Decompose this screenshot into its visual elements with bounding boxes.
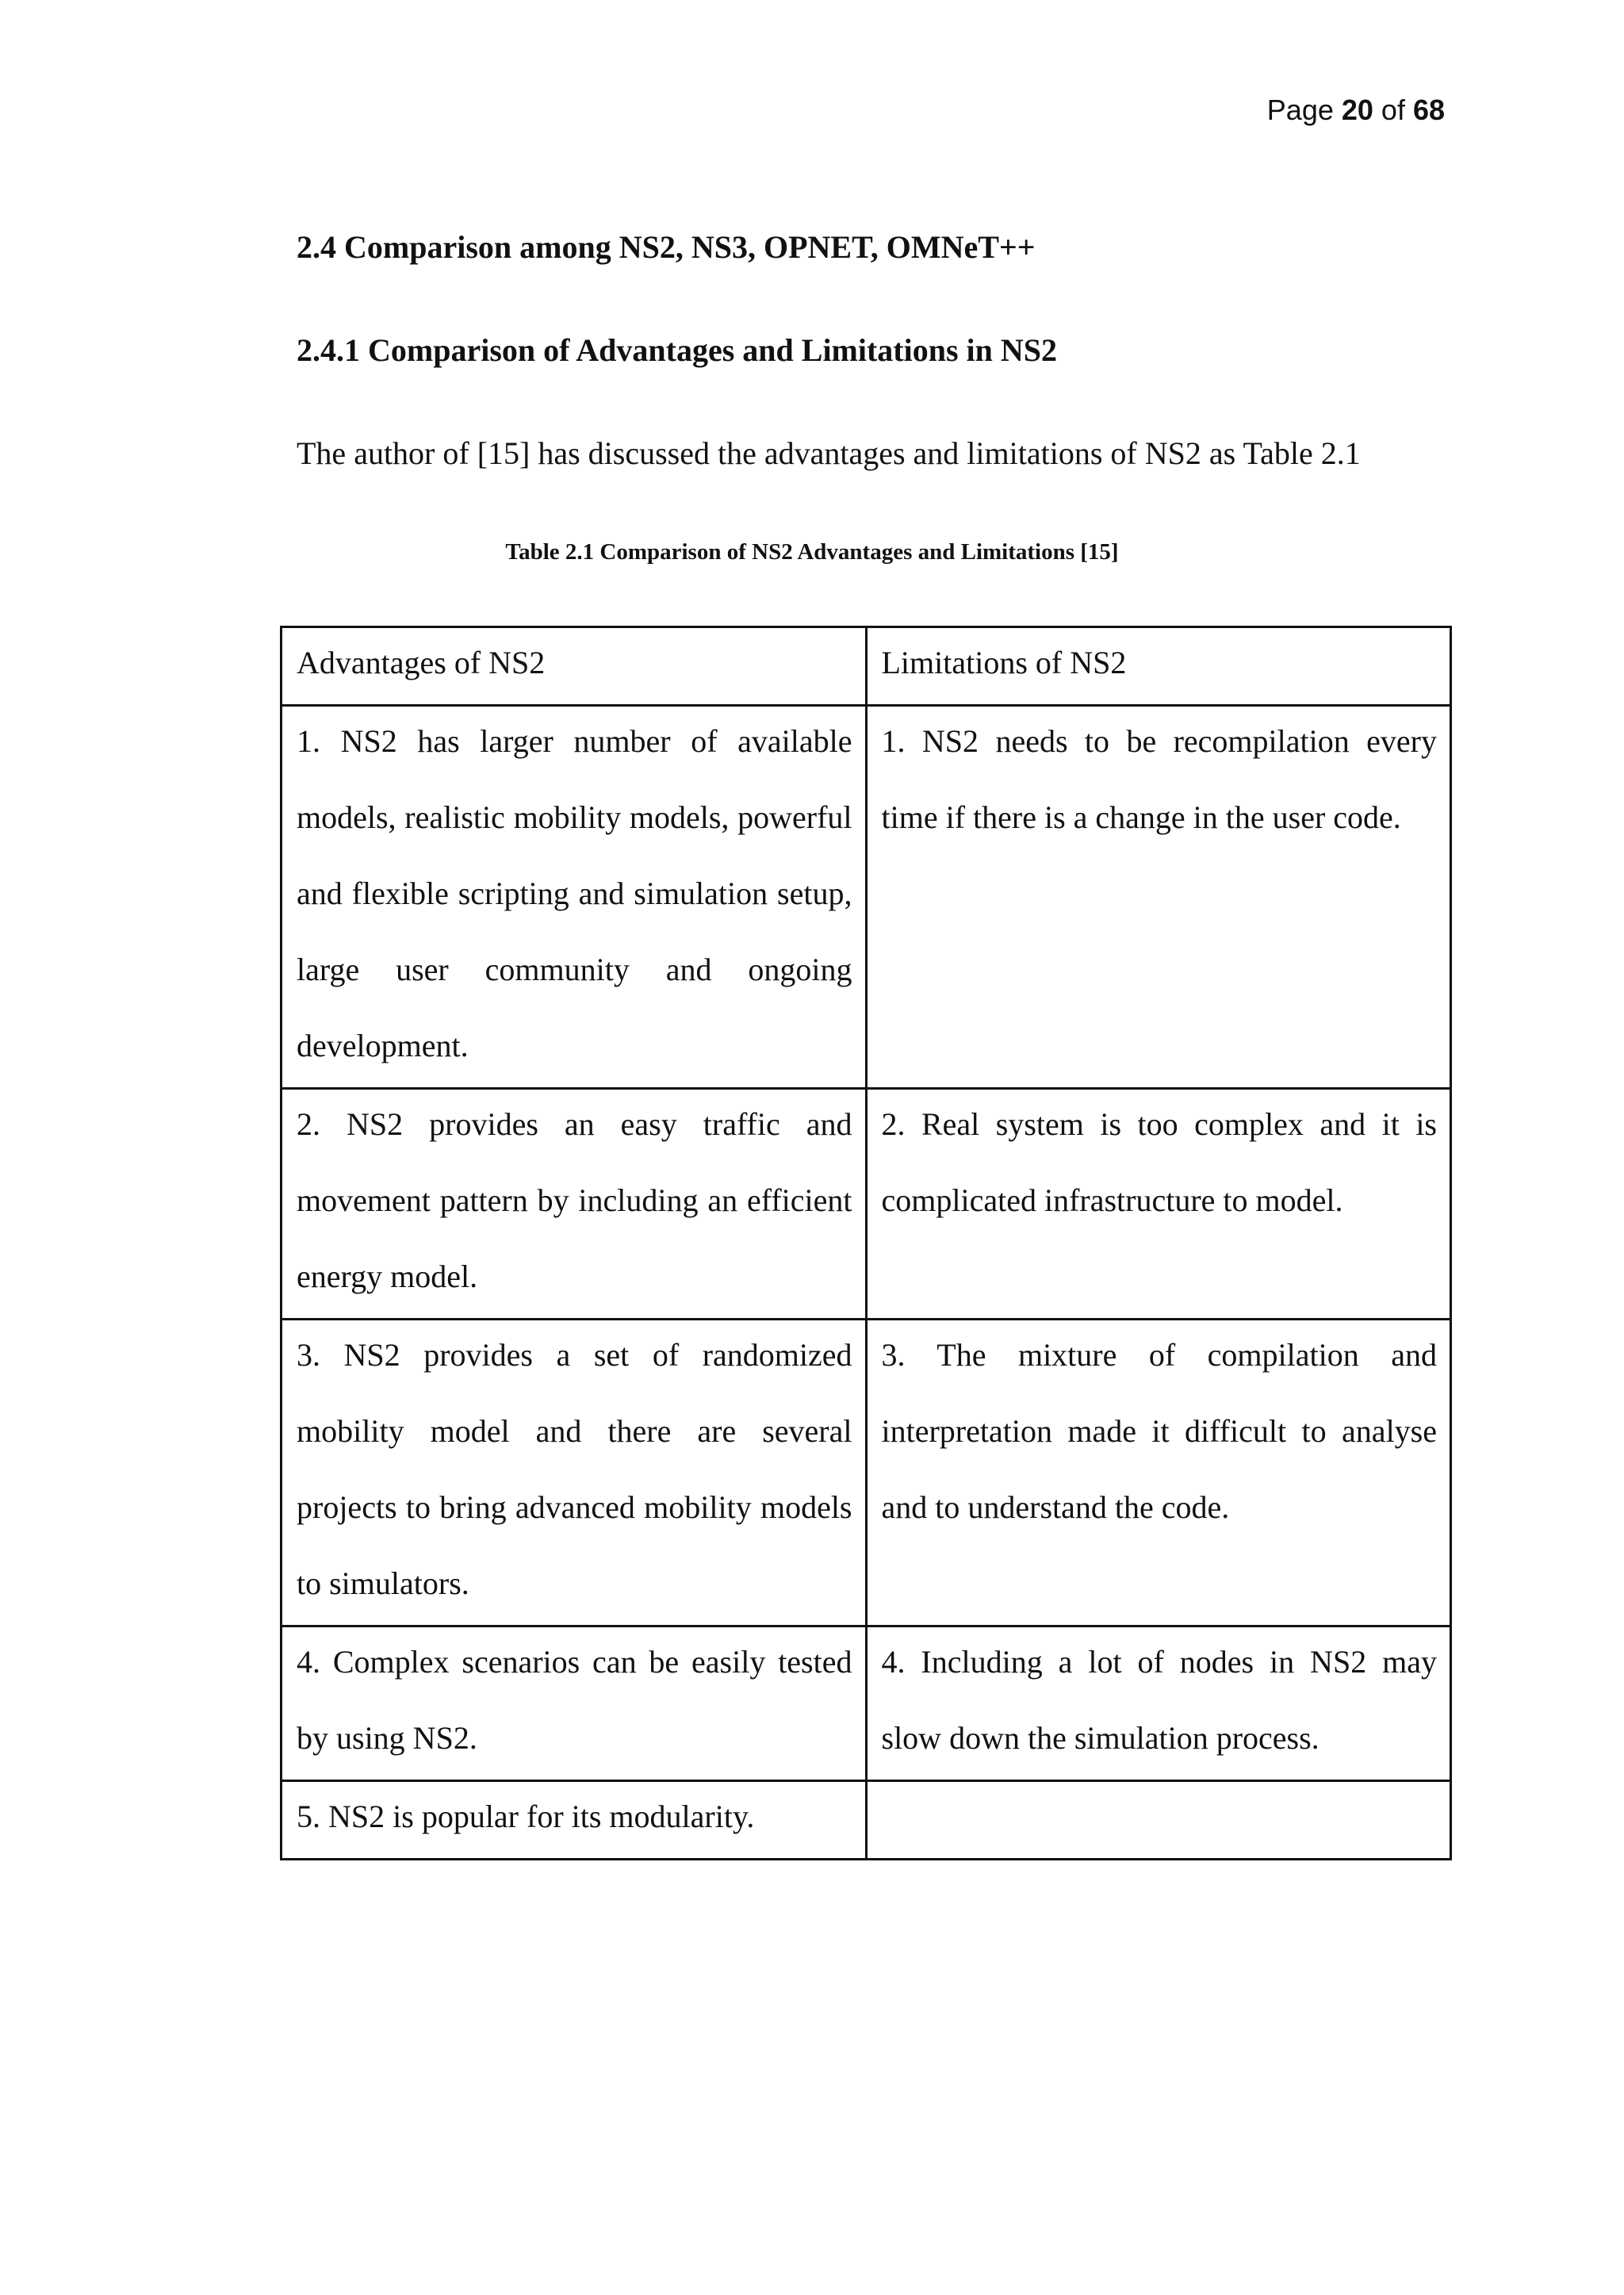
advantage-cell bbox=[282, 1626, 867, 1781]
header-advantages bbox=[282, 627, 867, 706]
page-number bbox=[1267, 94, 1445, 127]
advantage-cell bbox=[282, 1320, 867, 1626]
table-row bbox=[282, 706, 1451, 1089]
advantage-cell bbox=[282, 706, 867, 1089]
intro-paragraph: The author of [15] has discussed the advantages and limitations of NS2 as Table 2.1 bbox=[297, 435, 1361, 471]
page-total: 68 bbox=[1412, 94, 1445, 126]
subsection-heading: 2.4.1 Comparison of Advantages and Limitations in NS2 bbox=[297, 332, 1058, 368]
limitation-cell bbox=[866, 1626, 1451, 1781]
advantage-text: 2. NS2 provides an easy traffic and movement pattern by including an efficient energy model. bbox=[297, 1106, 852, 1294]
limitation-cell bbox=[866, 706, 1451, 1089]
limitation-text: 2. Real system is too complex and it is complicated infrastructure to model. bbox=[881, 1106, 1437, 1218]
limitation-cell bbox=[866, 1781, 1451, 1860]
limitation-text: 4. Including a lot of nodes in NS2 may slow down the simulation process. bbox=[881, 1644, 1437, 1756]
page-prefix: Page bbox=[1266, 94, 1342, 126]
advantage-text: 3. NS2 provides a set of randomized mobility model and there are several projects to bring advanced mobility models to simulators. bbox=[297, 1337, 852, 1601]
limitation-cell bbox=[866, 1320, 1451, 1626]
table-header-row bbox=[282, 627, 1451, 706]
advantage-text: 4. Complex scenarios can be easily tested by using NS2. bbox=[297, 1644, 852, 1756]
page-of: of bbox=[1373, 94, 1413, 126]
table-caption: Table 2.1 Comparison of NS2 Advantages and Limitations [15] bbox=[505, 539, 1119, 565]
advantage-text: 5. NS2 is popular for its modularity. bbox=[297, 1799, 755, 1834]
advantage-cell bbox=[282, 1781, 867, 1860]
table-row bbox=[282, 1089, 1451, 1320]
table-row bbox=[282, 1626, 1451, 1781]
table-row bbox=[282, 1320, 1451, 1626]
table-row bbox=[282, 1781, 1451, 1860]
page-current: 20 bbox=[1341, 94, 1373, 126]
header-limitations-label: Limitations of NS2 bbox=[881, 645, 1127, 680]
header-limitations bbox=[866, 627, 1451, 706]
limitation-text: 1. NS2 needs to be recompilation every time if there is a change in the user code. bbox=[881, 723, 1437, 835]
advantage-cell bbox=[282, 1089, 867, 1320]
limitation-text: 3. The mixture of compilation and interpretation made it difficult to analyse and to understand the code. bbox=[881, 1337, 1437, 1525]
header-advantages-label: Advantages of NS2 bbox=[297, 645, 546, 680]
advantage-text: 1. NS2 has larger number of available models, realistic mobility models, powerful and flexible scripting and simulation setup, large user community and ongoing development. bbox=[297, 723, 852, 1063]
comparison-table bbox=[280, 626, 1452, 1860]
limitation-cell bbox=[866, 1089, 1451, 1320]
section-heading: 2.4 Comparison among NS2, NS3, OPNET, OMNeT++ bbox=[297, 229, 1036, 265]
